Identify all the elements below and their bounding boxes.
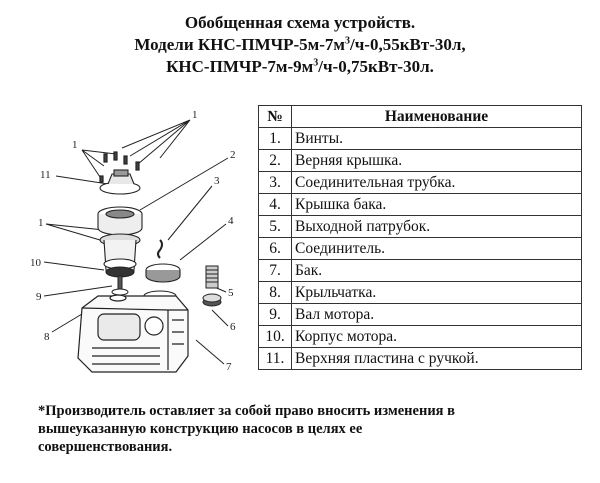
leader-line-10 xyxy=(44,262,104,270)
leader-line-7 xyxy=(196,340,224,364)
table-row xyxy=(259,128,582,150)
table-row xyxy=(259,326,582,348)
callout-3: 3 xyxy=(214,175,220,187)
table-row xyxy=(259,260,582,282)
row-num: 2. xyxy=(259,150,292,172)
outlet-pipe xyxy=(203,266,221,306)
callout-9: 9 xyxy=(36,291,42,303)
row-num: 5. xyxy=(259,216,292,238)
title-line-2-text: Модели КНС-ПМЧР-5м-7м xyxy=(134,35,345,54)
callout-1-left: 1 xyxy=(72,139,78,151)
title-line-3 xyxy=(0,56,600,78)
leader-line-4 xyxy=(180,224,226,260)
leader-line-6 xyxy=(212,310,228,326)
title-line-2-unit: /ч-0,55кВт-30л, xyxy=(350,35,466,54)
row-num: 6. xyxy=(259,238,292,260)
callout-1-mid: 1 xyxy=(38,217,44,229)
row-num: 11. xyxy=(259,348,292,370)
row-num: 4. xyxy=(259,194,292,216)
note-line-2: вышеуказанную конструкцию насосов в целях ее xyxy=(38,421,363,437)
row-num: 7. xyxy=(259,260,292,282)
header-num: № xyxy=(259,106,292,128)
note-line-1: *Производитель оставляет за собой право вносить изменения в xyxy=(38,403,455,419)
row-name: Вал мотора. xyxy=(292,304,582,326)
callout-2: 2 xyxy=(230,149,236,161)
row-name: Крыльчатка. xyxy=(292,282,582,304)
table-header-row xyxy=(259,106,582,128)
title-line-3-sup: 3 xyxy=(313,57,319,69)
callout-8: 8 xyxy=(44,331,50,343)
motor-housing xyxy=(100,234,140,277)
table-row xyxy=(259,304,582,326)
title-line-3-unit: /ч-0,75кВт-30л. xyxy=(318,57,434,76)
row-name: Соединительная трубка. xyxy=(292,172,582,194)
leader-line-3 xyxy=(168,186,212,240)
table-row xyxy=(259,194,582,216)
leader-lines-1-top xyxy=(122,120,190,164)
table-row xyxy=(259,172,582,194)
manufacturer-note xyxy=(38,402,578,456)
top-cover xyxy=(98,207,142,235)
table-row xyxy=(259,282,582,304)
callout-1-top: 1 xyxy=(192,109,198,121)
table-row xyxy=(259,238,582,260)
row-num: 1. xyxy=(259,128,292,150)
table-row xyxy=(259,150,582,172)
row-num: 9. xyxy=(259,304,292,326)
top-plate-with-handle xyxy=(100,170,140,194)
row-name: Соединитель. xyxy=(292,238,582,260)
tank-body xyxy=(78,295,188,372)
leader-lines-1-mid xyxy=(46,224,104,240)
callout-6: 6 xyxy=(230,321,236,333)
row-name: Бак. xyxy=(292,260,582,282)
row-name: Верняя крышка. xyxy=(292,150,582,172)
leader-line-9 xyxy=(44,286,112,296)
table-row xyxy=(259,348,582,370)
title-line-2 xyxy=(0,34,600,56)
title-line-1: Обобщенная схема устройств. xyxy=(184,13,416,32)
callout-10: 10 xyxy=(30,257,41,269)
row-name: Крышка бака. xyxy=(292,194,582,216)
note-line-3: совершенствования. xyxy=(38,439,173,455)
row-name: Корпус мотора. xyxy=(292,326,582,348)
header-name: Наименование xyxy=(292,106,582,128)
callout-4: 4 xyxy=(228,215,234,227)
title-line-3-text: КНС-ПМЧР-7м-9м xyxy=(166,57,314,76)
callout-7: 7 xyxy=(226,361,232,373)
title-line-2-sup: 3 xyxy=(345,35,350,47)
row-name: Выходной патрубок. xyxy=(292,216,582,238)
callout-11: 11 xyxy=(40,169,51,181)
row-name: Верхняя пластина с ручкой. xyxy=(292,348,582,370)
row-num: 10. xyxy=(259,326,292,348)
callout-5: 5 xyxy=(228,287,234,299)
row-num: 8. xyxy=(259,282,292,304)
parts-table xyxy=(258,105,582,370)
row-name: Винты. xyxy=(292,128,582,150)
exploded-pump-diagram xyxy=(0,100,258,400)
page-title xyxy=(0,12,600,78)
table-row xyxy=(259,216,582,238)
connecting-tube xyxy=(158,240,162,258)
shaft-and-impeller xyxy=(112,276,128,295)
row-num: 3. xyxy=(259,172,292,194)
